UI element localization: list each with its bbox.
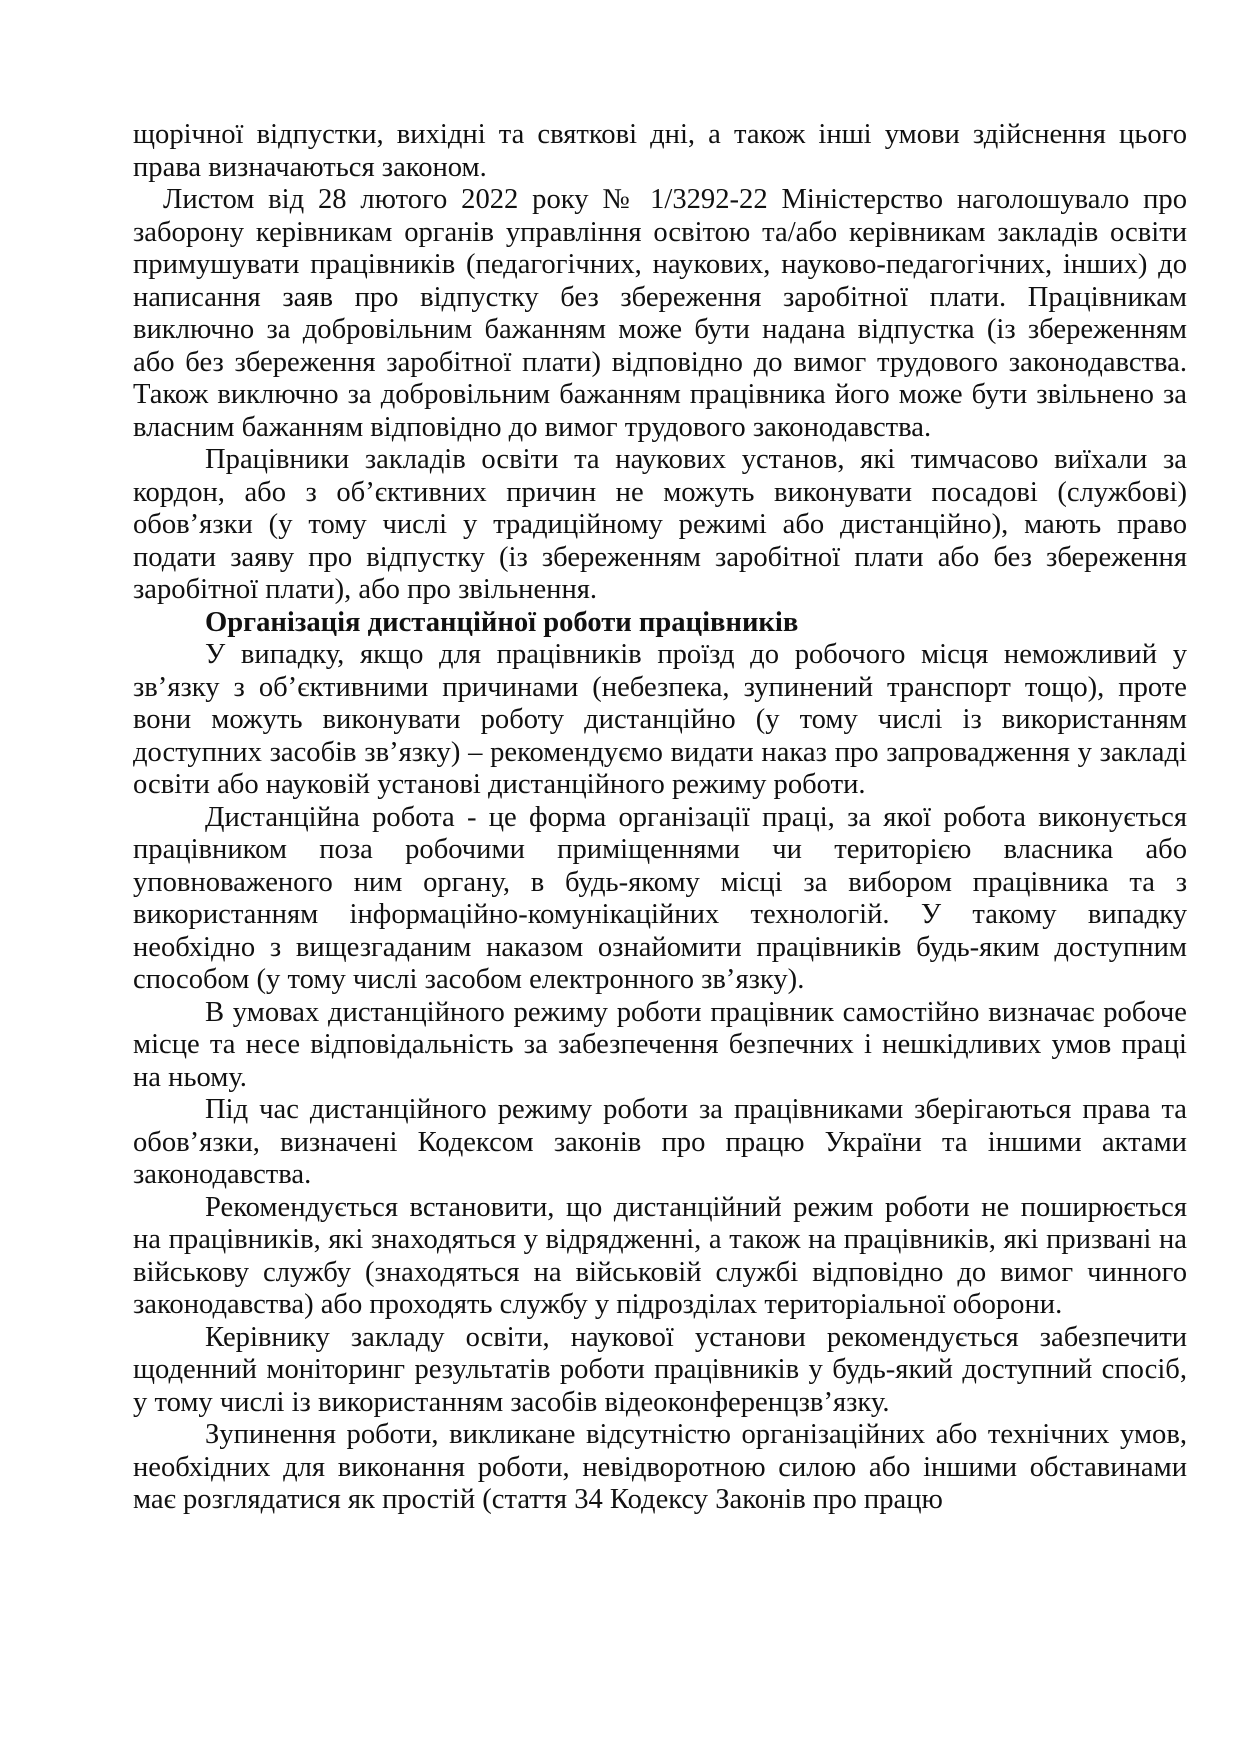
- paragraph-remote-case: У випадку, якщо для працівників проїзд до робочого місця неможливий у зв’язку з об’єктивними причинами (небезпека, зупинений транспорт тощо), проте вони можуть виконувати роботу дистанційно (у тому числі із використанням доступних засобів зв’язку) – рекомендуємо видати наказ про запровадження у закладі освіти або науковій установі дистанційного режиму роботи.: [133, 639, 1187, 800]
- section-heading: Організація дистанційної роботи працівників: [205, 606, 799, 638]
- paragraph-exceptions: Рекомендується встановити, що дистанційний режим роботи не поширюється на працівників, які знаходяться у відрядженні, а також на працівників, які призвані на військову службу (знаходяться на військовій службі відповідно до вимог чинного законодавства) або проходять службу у підрозділах територіальної оборони.: [133, 1191, 1187, 1320]
- paragraph-continuation: щорічної відпустки, вихідні та святкові дні, а також інші умови здійснення цього права визначаються законом.: [133, 119, 1187, 183]
- paragraph-workplace-responsibility: В умовах дистанційного режиму роботи працівник самостійно визначає робоче місце та несе відповідальність за забезпечення безпечних і нешкідливих умов праці на ньому.: [133, 996, 1187, 1093]
- paragraph-workers-abroad: Працівники закладів освіти та наукових установ, які тимчасово виїхали за кордон, або з об’єктивних причин не можуть виконувати посадові (службові) обов’язки (у тому числі у традиційному режимі або дистанційно), мають право подати заяву про відпустку (із збереженням заробітної плати або без збереження заробітної плати), або про звільнення.: [133, 444, 1187, 605]
- paragraph-downtime: Зупинення роботи, викликане відсутністю організаційних або технічних умов, необхідних для виконання роботи, невідворотною силою або іншими обставинами має розглядатися як простій (стаття 34 Кодексу Законів про працю: [133, 1419, 1187, 1515]
- document-page: [133, 119, 1187, 1517]
- paragraph-monitoring: Керівнику закладу освіти, наукової установи рекомендується забезпечити щоденний моніторинг результатів роботи працівників у будь-який доступний спосіб, у тому числі із використанням засобів відеоконференцзв’язку.: [133, 1321, 1187, 1418]
- paragraph-rights-duties: Під час дистанційного режиму роботи за працівниками зберігаються права та обов’язки, визначені Кодексом законів про працю України та іншими актами законодавства.: [133, 1094, 1187, 1190]
- paragraph-remote-definition: Дистанційна робота - це форма організації праці, за якої робота виконується працівником поза робочими приміщеннями чи територією власника або уповноваженого ним органу, в будь-якому місці за вибором працівника та з використанням інформаційно-комунікаційних технологій. У такому випадку необхідно з вищезгаданим наказом ознайомити працівників будь-яким доступним способом (у тому числі засобом електронного зв’язку).: [133, 801, 1187, 995]
- paragraph-letter-notice: Листом від 28 лютого 2022 року № 1/3292-22 Міністерство наголошувало про заборону керівникам органів управління освітою та/або керівникам закладів освіти примушувати працівників (педагогічних, наукових, науково-педагогічних, інших) до написання заяв про відпустку без збереження заробітної плати. Працівникам виключно за добровільним бажанням може бути надана відпустка (із збереженням або без збереження заробітної плати) відповідно до вимог трудового законодавства. Також виключно за добровільним бажанням працівника його може бути звільнено за власним бажанням відповідно до вимог трудового законодавства.: [133, 184, 1187, 443]
